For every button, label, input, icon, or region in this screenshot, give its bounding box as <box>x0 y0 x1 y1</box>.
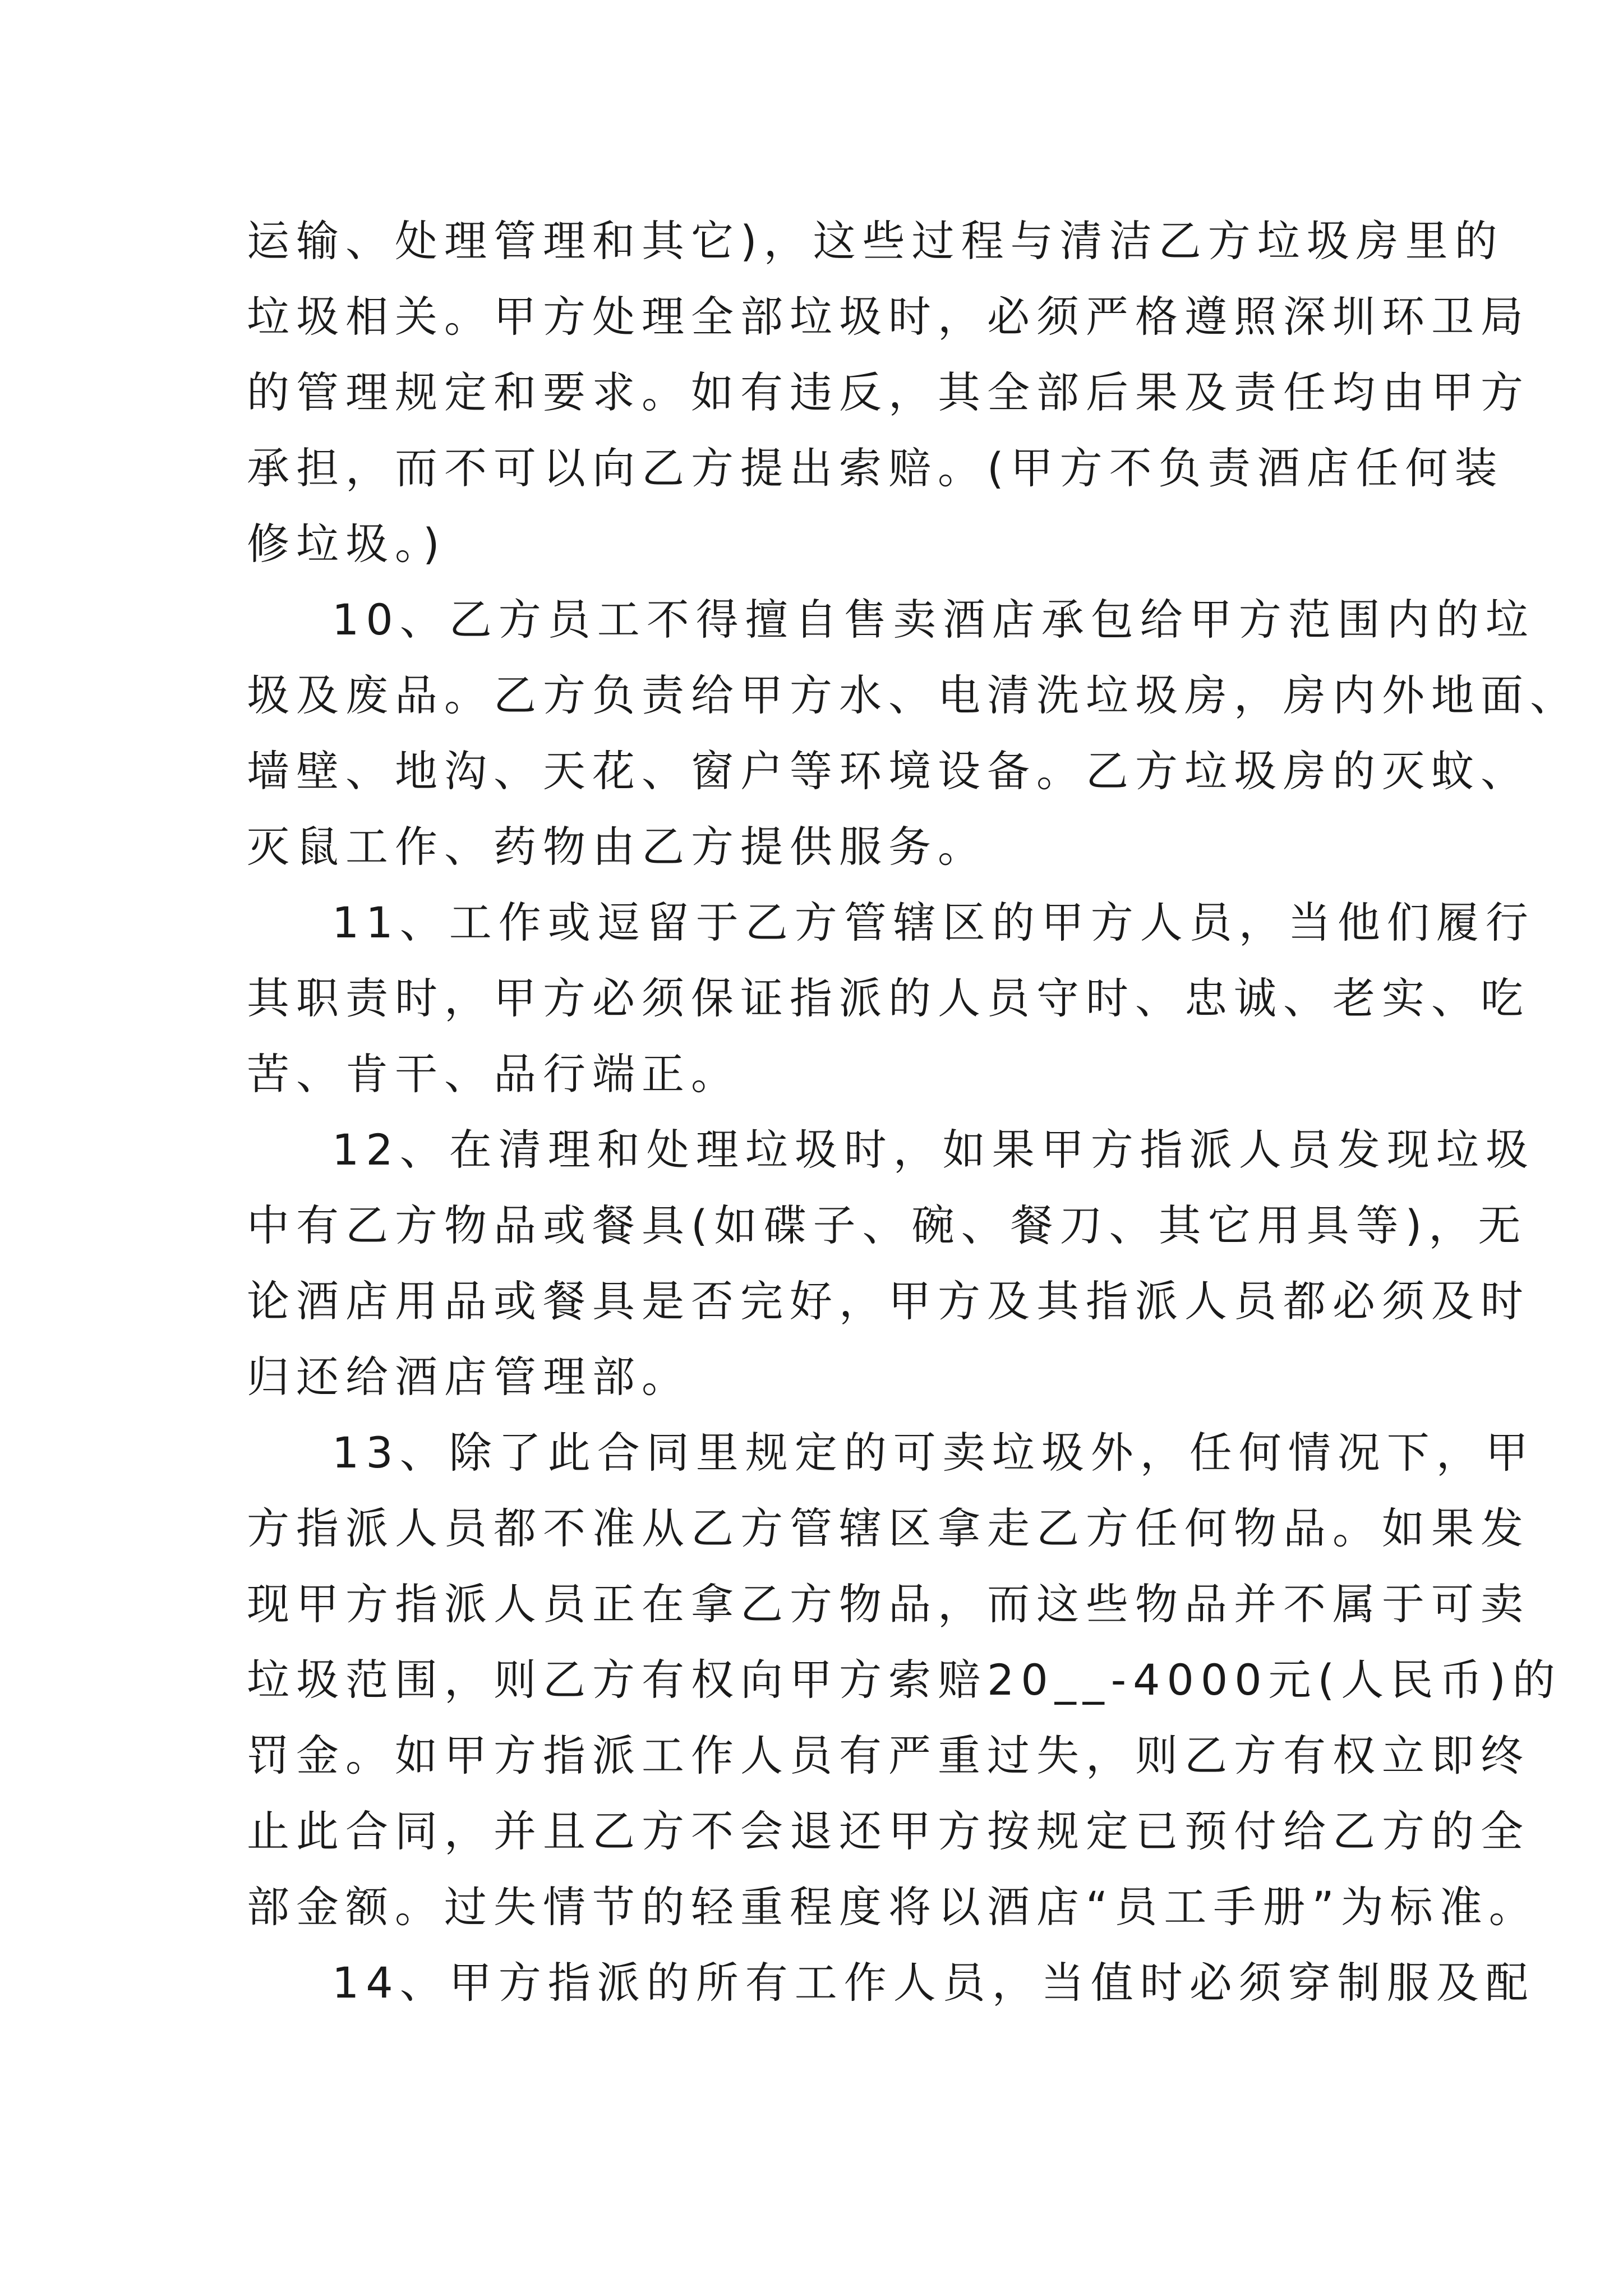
text-line: 罚金。如甲方指派工作人员有严重过失，则乙方有权立即终 <box>247 1731 1530 1780</box>
text-line: 的管理规定和要求。如有违反，其全部后果及责任均由甲方 <box>247 367 1530 417</box>
text-line: 承担，而不可以向乙方提出索赔。(甲方不负责酒店任何装 <box>247 443 1504 493</box>
text-line: 圾及废品。乙方负责给甲方水、电清洗垃圾房，房内外地面、 <box>247 670 1579 720</box>
paragraph-11-start: 11、工作或逗留于乙方管辖区的甲方人员，当他们履行 <box>332 898 1535 947</box>
paragraph-14-start: 14、甲方指派的所有工作人员，当值时必须穿制服及配 <box>332 1958 1535 2008</box>
text-line: 中有乙方物品或餐具(如碟子、碗、餐刀、其它用具等)，无 <box>247 1200 1528 1250</box>
paragraph-10-start: 10、乙方员工不得擅自售卖酒店承包给甲方范围内的垃 <box>332 595 1535 645</box>
text-line: 止此合同，并且乙方不会退还甲方按规定已预付给乙方的全 <box>247 1806 1530 1856</box>
text-line: 灭鼠工作、药物由乙方提供服务。 <box>247 822 987 872</box>
paragraph-12-start: 12、在清理和处理垃圾时，如果甲方指派人员发现垃圾 <box>332 1125 1535 1175</box>
text-line: 运输、处理管理和其它)，这些过程与清洁乙方垃圾房里的 <box>247 216 1504 266</box>
text-line: 墙壁、地沟、天花、窗户等环境设备。乙方垃圾房的灭蚊、 <box>247 746 1530 796</box>
paragraph-13-start: 13、除了此合同里规定的可卖垃圾外，任何情况下，甲 <box>332 1428 1535 1478</box>
text-line: 论酒店用品或餐具是否完好，甲方及其指派人员都必须及时 <box>247 1276 1530 1326</box>
text-line: 部金额。过失情节的轻重程度将以酒店“员工手册”为标准。 <box>247 1882 1538 1932</box>
text-line: 方指派人员都不准从乙方管辖区拿走乙方任何物品。如果发 <box>247 1503 1530 1553</box>
text-line: 苦、肯干、品行端正。 <box>247 1049 740 1099</box>
text-line: 垃圾范围，则乙方有权向甲方索赔20__-4000元(人民币)的 <box>247 1655 1562 1705</box>
text-line: 其职责时，甲方必须保证指派的人员守时、忠诚、老实、吃 <box>247 973 1530 1023</box>
text-line: 修垃圾。) <box>247 519 446 569</box>
text-line: 垃圾相关。甲方处理全部垃圾时，必须严格遵照深圳环卫局 <box>247 292 1530 342</box>
text-line: 现甲方指派人员正在拿乙方物品，而这些物品并不属于可卖 <box>247 1579 1530 1629</box>
text-line: 归还给酒店管理部。 <box>247 1352 691 1402</box>
